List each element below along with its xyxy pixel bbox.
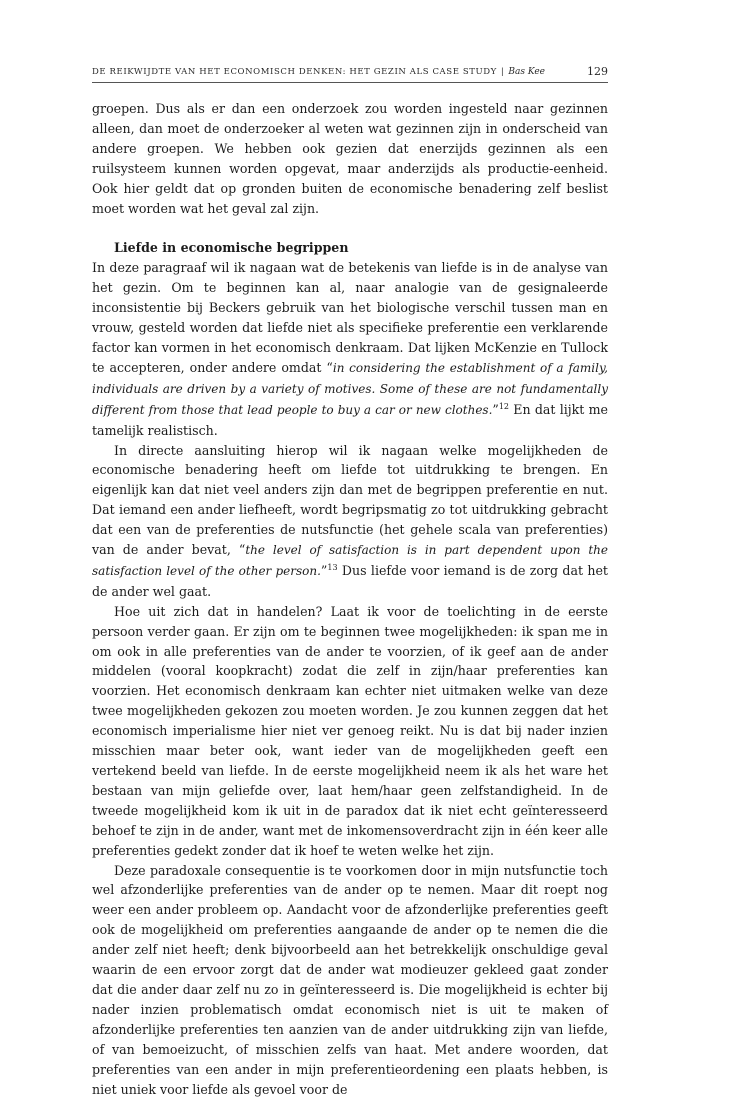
- section-heading: Liefde in economische begrippen: [114, 240, 349, 256]
- closing-quote: ”: [492, 401, 499, 417]
- body-text: [92, 99, 608, 1099]
- quotation: the level of satisfaction is in part dependent upon the satisfaction level of the other person.: [92, 543, 608, 578]
- paragraph-text: Dus liefde voor iemand is de zorg dat het de ander wel gaat.: [92, 562, 608, 599]
- header-rule: [92, 82, 608, 83]
- paragraph-text: In deze paragraaf wil ik nagaan wat de betekenis van liefde is in de analyse van het gezin. Om te beginnen kan al, naar analogie van de gesignaleerde inconsistentie bij Beckers gebruik van het biologische verschil tussen man en vrouw, gesteld worden dat liefde niet als specifieke preferentie een verklarende factor kan vormen in het economisch denkraam. Dat lijken McKenzie en Tullock te accepteren, onder andere omdat “: [92, 260, 608, 375]
- paragraph: [92, 441, 608, 602]
- running-head-author: Bas Kee: [508, 67, 545, 77]
- closing-quote: ”: [320, 562, 328, 578]
- paragraph-text: In directe aansluiting hierop wil ik nagaan welke mogelijkheden de economische benadering heeft om liefde tot uitdrukking te brengen. En eigenlijk kan dat niet veel anders zijn dan met de begrippen preferentie en nut. Dat iemand een ander liefheeft, wordt begripsmatig zo tot uitdrukking gebracht dat een van de preferenties de nutsfunctie (het gehele scala van preferenties) van de ander bevat, “: [92, 442, 608, 558]
- running-head: [92, 64, 608, 80]
- paragraph: Deze paradoxale consequentie is te voorkomen door in mijn nutsfunctie toch wel afzonderlijke preferenties van de ander op te nemen. Maar dit roept nog weer een ander probleem op. Aandacht voor de afzonderlijke preferenties geeft ook de mogelijkheid om preferenties aangaande de ander op te nemen die die ander zelf niet heeft; denk bijvoorbeeld aan het betrekkelijk onschuldige geval waarin de een ervoor zorgt dat de ander wat modieuzer gekleed gaat zonder dat die ander daar zelf nu zo in geïnteresseerd is. Die mogelijkheid is echter bij nader inzien problematisch omdat economisch niet is uit te maken of afzonderlijke preferenties ten aanzien van de ander uitdrukking zijn van liefde, of van bemoeizucht, of misschien zelfs van haat. Met andere woorden, dat preferenties van een ander in mijn preferentieordening een plaats hebben, is niet uniek voor liefde als gevoel voor de: [92, 862, 608, 1097]
- paragraph: Hoe uit zich dat in handelen? Laat ik voor de toelichting in de eerste persoon verder gaan. Er zijn om te beginnen twee mogelijkheden: ik span me in om ook in alle preferenties van de ander te voorzien, of ik geef aan de ander middelen (vooral koopkracht) zodat die zelf in zijn/haar preferenties kan voorzien. Het economisch denkraam kan echter niet uitmaken welke van deze twee mogelijkheden gekozen zou moeten worden. Je zou kunnen zeggen dat het economisch imperialisme hier niet ver genoeg reikt. Nu is dat bij nader inzien misschien maar beter ook, want ieder van de mogelijkheden geeft een vertekend beeld van liefde. In de eerste mogelijkheid neem ik als het ware het bestaan van mijn geliefde over, laat hem/haar geen zelfstandigheid. In de tweede mogelijkheid kom ik uit in de paradox dat ik niet echt geïnteresseerd behoef te zijn in de ander, want met de inkomensoverdracht zijn in één keer alle preferenties gedekt zonder dat ik hoef te weten welke het zijn.: [92, 603, 608, 858]
- page-number: 129: [587, 65, 608, 78]
- running-head-title: DE REIKWIJDTE VAN HET ECONOMISCH DENKEN: HET GEZIN ALS CASE STUDY: [92, 67, 497, 77]
- footnote-ref: 12: [498, 401, 510, 411]
- paragraph-continued: groepen. Dus als er dan een onderzoek zou worden ingesteld naar gezinnen alleen, dan moet de onderzoeker al weten wat gezinnen zijn in onderscheid van andere groepen. We hebben ook gezien dat enerzijds gezinnen als een ruilsysteem kunnen worden opgevat, maar anderzijds als productie-eenheid. Ook hier geldt dat op gronden buiten de economische benadering zelf beslist moet worden wat het geval zal zijn.: [92, 101, 608, 216]
- running-head-text: [92, 67, 545, 77]
- footnote-ref: 13: [327, 562, 338, 572]
- paragraph-text: En dat lijkt me tamelijk realistisch.: [92, 401, 608, 438]
- paragraph: [92, 258, 608, 440]
- quotation: in considering the establishment of a family, individuals are driven by a variety of motives. Some of these are not fundamentally different from those that lead people to buy a car or new clothes.: [92, 360, 608, 417]
- running-head-separator: |: [500, 67, 505, 77]
